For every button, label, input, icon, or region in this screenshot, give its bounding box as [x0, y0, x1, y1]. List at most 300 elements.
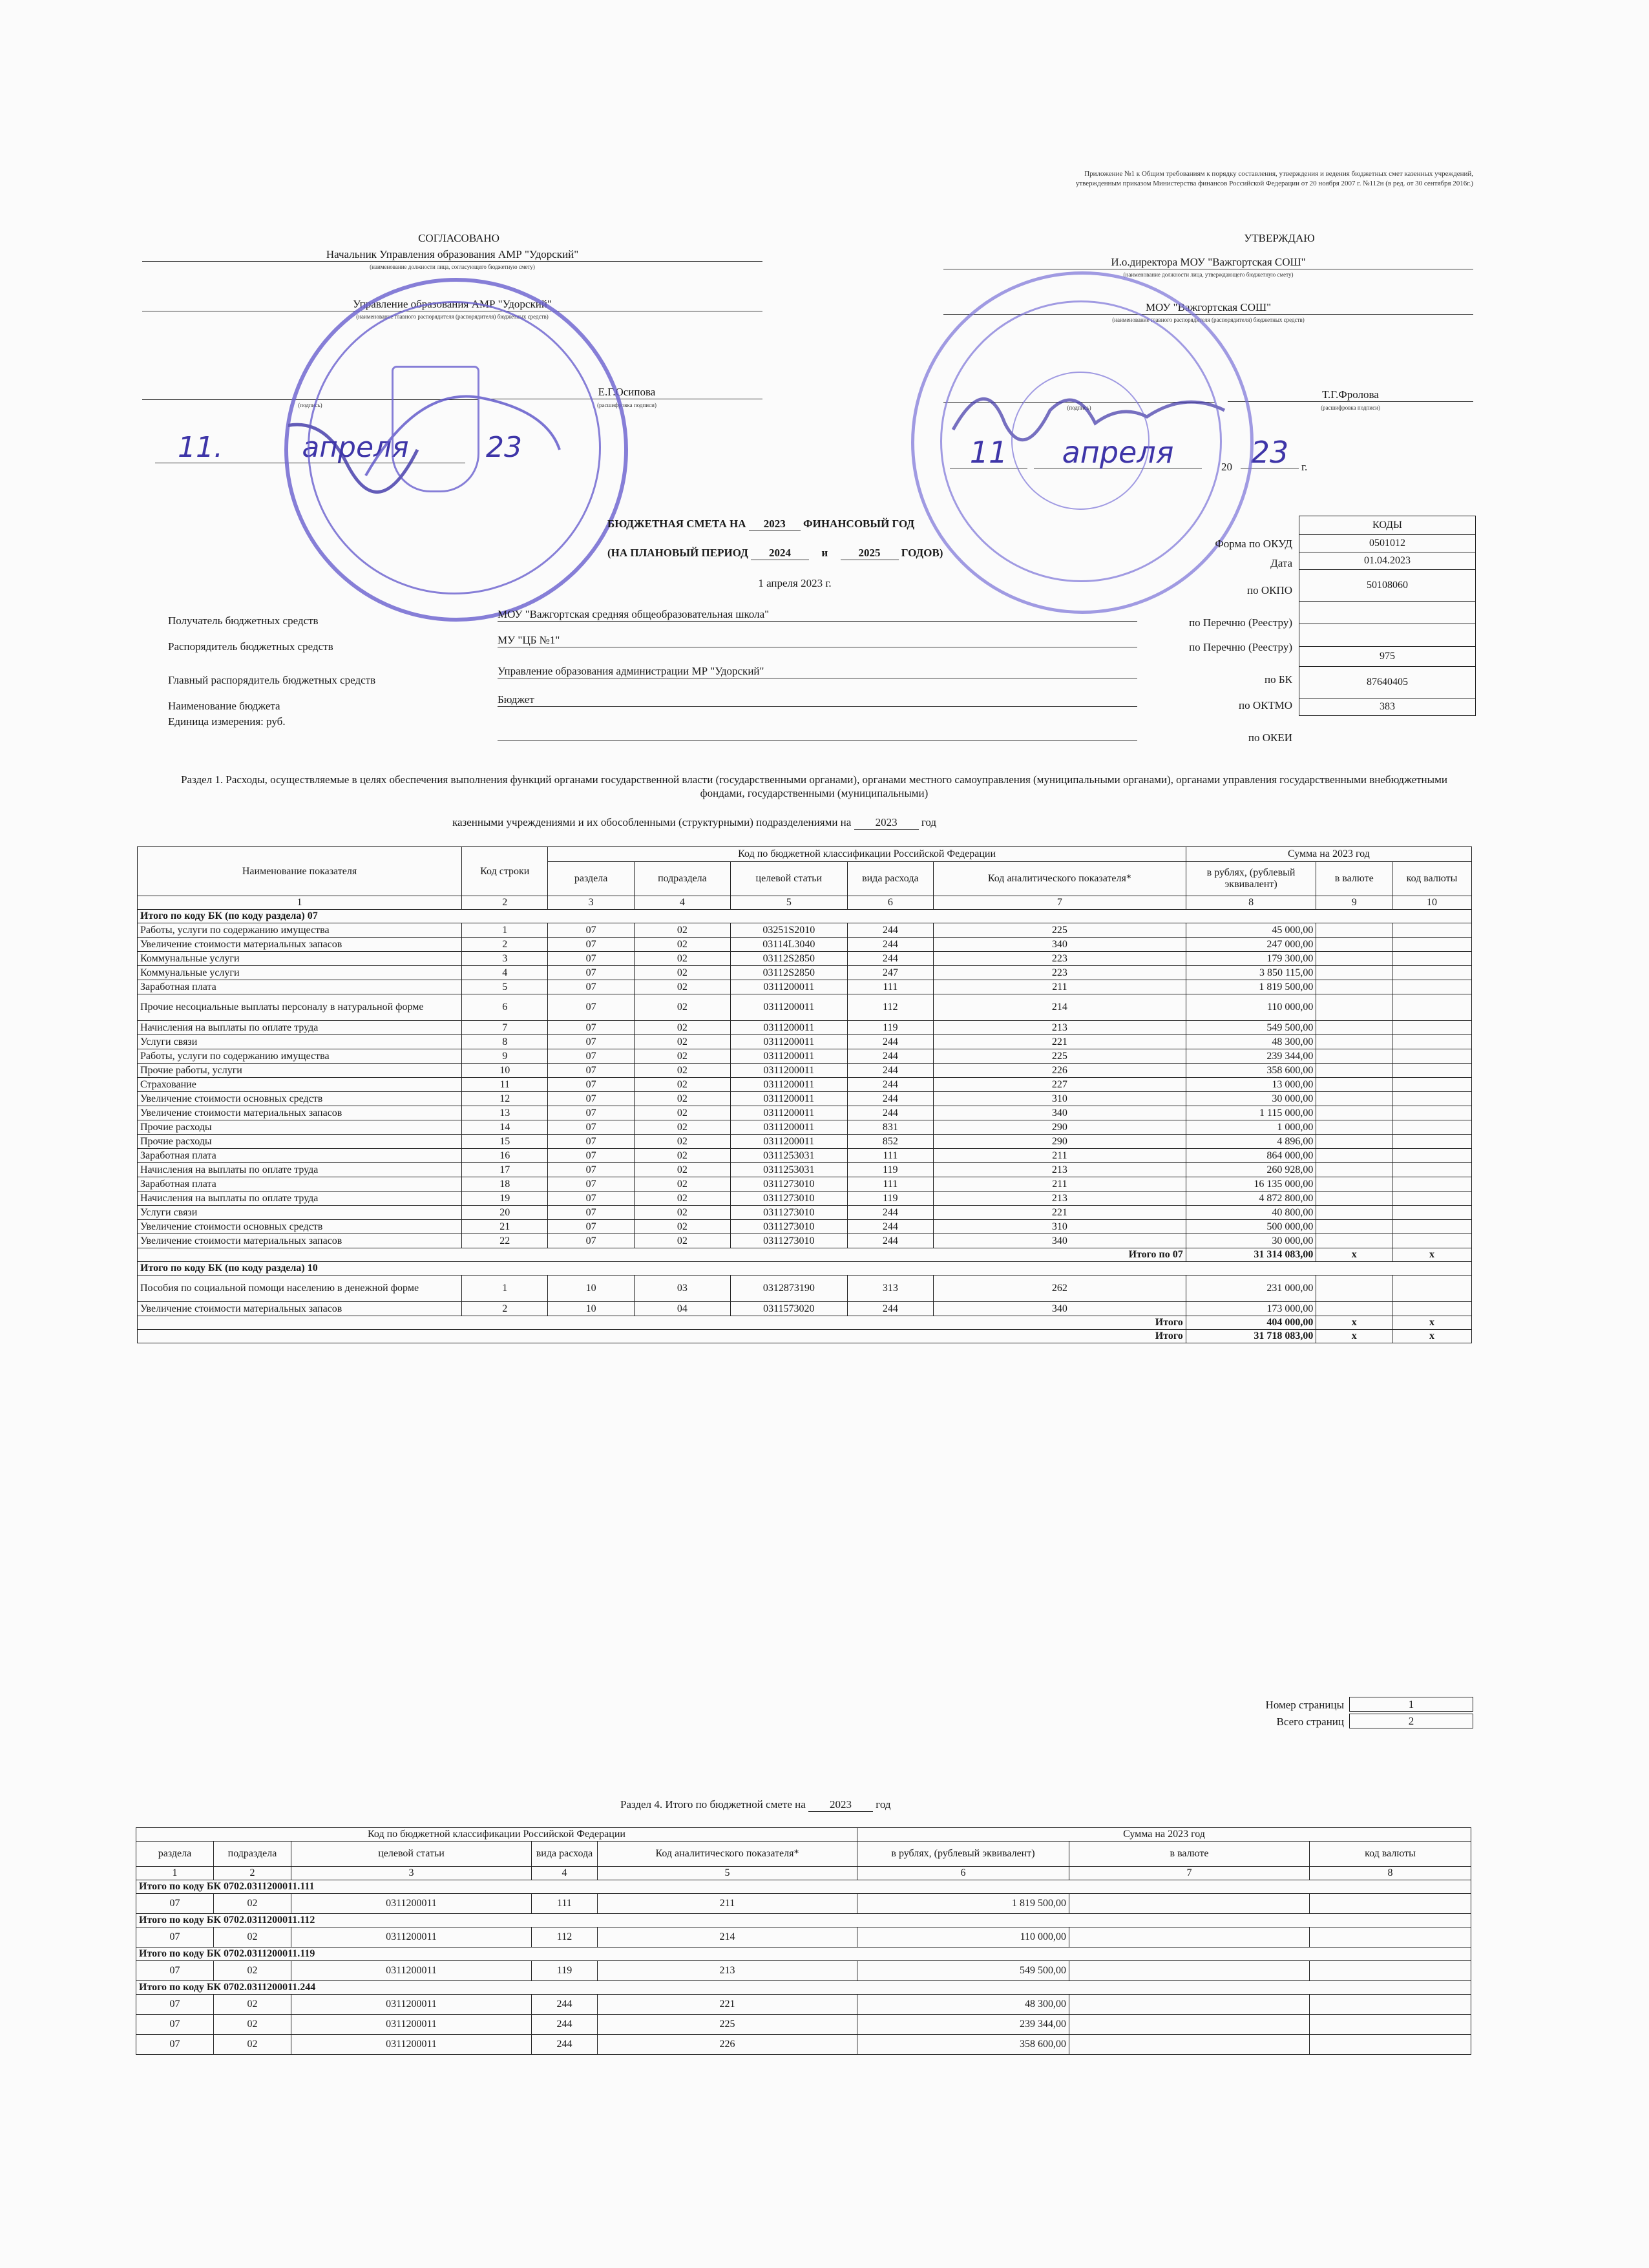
row-line-code: 21	[462, 1220, 548, 1234]
row-sum-currency	[1316, 1177, 1392, 1192]
code-register2	[1299, 624, 1476, 647]
row-sum-rub: 549 500,00	[1186, 1021, 1316, 1035]
col-currency-code-header: код валюты	[1392, 862, 1472, 896]
row-exp-type: 111	[847, 1177, 933, 1192]
s4-column-number: 2	[214, 1867, 291, 1880]
row-section: 07	[548, 1035, 634, 1049]
group-total-currency-code: x	[1392, 1248, 1472, 1262]
row-sum-currency	[1316, 1206, 1392, 1220]
row-exp-type: 119	[847, 1192, 933, 1206]
s4-group-title: Итого по коду БК 0702.0311200011.111	[136, 1880, 1471, 1894]
agreed-heading: СОГЛАСОВАНО	[418, 232, 499, 244]
s4-row-sum-currency	[1069, 1995, 1310, 2015]
row-analytic: 213	[934, 1192, 1186, 1206]
row-target: 0311200011	[730, 1078, 847, 1092]
label-okpo: по ОКПО	[1246, 584, 1292, 596]
row-exp-type: 244	[847, 1302, 933, 1316]
s4-exp-type-header: вида расхода	[532, 1842, 598, 1867]
table-row	[138, 1135, 1472, 1149]
row-section: 07	[548, 1177, 634, 1192]
grand-total-row	[138, 1330, 1472, 1343]
row-target: 0311200011	[730, 1064, 847, 1078]
title-prefix: БЮДЖЕТНАЯ СМЕТА НА	[607, 518, 746, 530]
row-sum-rub: 4 872 800,00	[1186, 1192, 1316, 1206]
row-sum-rub: 1 115 000,00	[1186, 1106, 1316, 1120]
row-section: 07	[548, 1021, 634, 1035]
row-sum-currency	[1316, 1276, 1392, 1302]
row-line-code: 19	[462, 1192, 548, 1206]
col-rub-header: в рублях, (рублевый эквивалент)	[1186, 862, 1316, 896]
row-sum-rub: 231 000,00	[1186, 1276, 1316, 1302]
row-sum-currency	[1316, 1106, 1392, 1120]
section4-year: 2023	[808, 1798, 873, 1812]
row-exp-type: 119	[847, 1021, 933, 1035]
col-name-header: Наименование показателя	[138, 847, 462, 896]
row-sum-currency	[1316, 1163, 1392, 1177]
s4-currency-code-header: код валюты	[1310, 1842, 1471, 1867]
table-row	[138, 1177, 1472, 1192]
stamp-swirl-icon	[288, 282, 624, 618]
row-subsection: 02	[634, 1035, 730, 1049]
row-name: Начисления на выплаты по оплате труда	[138, 1021, 462, 1035]
budget-name-value: Бюджет	[498, 693, 1137, 707]
row-currency-code	[1392, 1049, 1472, 1064]
row-name: Прочие работы, услуги	[138, 1064, 462, 1078]
row-currency-code	[1392, 1276, 1472, 1302]
section4-title	[620, 1798, 1137, 1812]
row-line-code: 9	[462, 1049, 548, 1064]
row-target: 0311200011	[730, 980, 847, 994]
s4-row-exp-type: 119	[532, 1961, 598, 1981]
row-subsection: 02	[634, 980, 730, 994]
row-exp-type: 852	[847, 1135, 933, 1149]
row-sum-rub: 3 850 115,00	[1186, 966, 1316, 980]
s4-table-row	[136, 1894, 1471, 1914]
s4-column-number: 5	[598, 1867, 857, 1880]
row-sum-rub: 179 300,00	[1186, 952, 1316, 966]
column-number: 2	[462, 896, 548, 910]
s4-group-title: Итого по коду БК 0702.0311200011.119	[136, 1948, 1471, 1961]
row-line-code: 7	[462, 1021, 548, 1035]
approved-position: И.о.директора МОУ "Важгортская СОШ"	[943, 255, 1473, 269]
row-sum-rub: 30 000,00	[1186, 1092, 1316, 1106]
s4-column-number: 3	[291, 1867, 532, 1880]
page-number: 1	[1349, 1697, 1473, 1712]
row-section: 07	[548, 1120, 634, 1135]
column-number: 5	[730, 896, 847, 910]
row-exp-type: 244	[847, 1092, 933, 1106]
s4-row-analytic: 213	[598, 1961, 857, 1981]
table-row	[138, 1035, 1472, 1049]
row-target: 0311273010	[730, 1206, 847, 1220]
row-section: 07	[548, 980, 634, 994]
row-target: 0311273010	[730, 1234, 847, 1248]
row-section: 07	[548, 1234, 634, 1248]
codes-header: КОДЫ	[1299, 516, 1476, 535]
col-target-header: целевой статьи	[730, 862, 847, 896]
row-section: 07	[548, 1206, 634, 1220]
title-line1	[607, 517, 1008, 531]
row-line-code: 11	[462, 1078, 548, 1092]
row-line-code: 22	[462, 1234, 548, 1248]
s4-kbk-header: Код по бюджетной классификации Российской Федерации	[136, 1828, 857, 1842]
row-currency-code	[1392, 1078, 1472, 1092]
group-row	[138, 1262, 1472, 1276]
row-name: Увеличение стоимости материальных запасов	[138, 1234, 462, 1248]
row-currency-code	[1392, 980, 1472, 994]
s4-row-section: 07	[136, 1961, 214, 1981]
title-and: и	[821, 547, 828, 559]
codes-table	[1299, 516, 1476, 716]
row-subsection: 02	[634, 1106, 730, 1120]
row-currency-code	[1392, 938, 1472, 952]
column-number: 10	[1392, 896, 1472, 910]
s4-row-section: 07	[136, 2035, 214, 2055]
row-name: Коммунальные услуги	[138, 952, 462, 966]
row-analytic: 310	[934, 1092, 1186, 1106]
table-row	[138, 1302, 1472, 1316]
row-subsection: 02	[634, 1177, 730, 1192]
table-row	[138, 1049, 1472, 1064]
table-row	[138, 1120, 1472, 1135]
row-currency-code	[1392, 1064, 1472, 1078]
row-sum-currency	[1316, 1049, 1392, 1064]
row-exp-type: 831	[847, 1120, 933, 1135]
s4-row-analytic: 221	[598, 1995, 857, 2015]
row-exp-type: 112	[847, 994, 933, 1021]
row-sum-rub: 864 000,00	[1186, 1149, 1316, 1163]
row-line-code: 10	[462, 1064, 548, 1078]
s4-row-sum-currency	[1069, 2015, 1310, 2035]
table-row	[138, 1064, 1472, 1078]
page-total-label: Всего страниц	[1276, 1716, 1344, 1728]
row-line-code: 3	[462, 952, 548, 966]
column-number: 3	[548, 896, 634, 910]
label-register2: по Перечню (Реестру)	[1189, 641, 1292, 653]
row-subsection: 02	[634, 1078, 730, 1092]
row-line-code: 12	[462, 1092, 548, 1106]
agreed-org-caption: (наименование главного распорядителя (распорядителя) бюджетных средств)	[356, 313, 549, 320]
label-date: Дата	[1270, 557, 1292, 569]
row-currency-code	[1392, 923, 1472, 938]
approved-month: апреля	[1034, 437, 1202, 468]
table-row	[138, 980, 1472, 994]
row-exp-type: 244	[847, 938, 933, 952]
agreed-sign-caption: (подпись)	[298, 402, 322, 408]
row-sum-currency	[1316, 1092, 1392, 1106]
s4-group-row	[136, 1880, 1471, 1894]
s4-row-sum-rub: 110 000,00	[857, 1927, 1069, 1948]
s4-row-analytic: 211	[598, 1894, 857, 1914]
table-row	[138, 1092, 1472, 1106]
col-section-header: раздела	[548, 862, 634, 896]
row-line-code: 1	[462, 923, 548, 938]
label-okei: по ОКЕИ	[1248, 731, 1292, 744]
col-line-code-header: Код строки	[462, 847, 548, 896]
row-target: 03112S2850	[730, 952, 847, 966]
row-subsection: 02	[634, 994, 730, 1021]
unit-line	[498, 731, 1137, 741]
s4-row-sum-currency	[1069, 1961, 1310, 1981]
row-currency-code	[1392, 1035, 1472, 1049]
recipient-label: Получатель бюджетных средств	[168, 614, 319, 627]
title2-suffix: ГОДОВ)	[901, 547, 943, 559]
row-line-code: 13	[462, 1106, 548, 1120]
row-name: Прочие несоциальные выплаты персоналу в натуральной форме	[138, 994, 462, 1021]
row-target: 0311200011	[730, 1106, 847, 1120]
row-subsection: 02	[634, 1092, 730, 1106]
row-section: 07	[548, 1163, 634, 1177]
row-name: Страхование	[138, 1078, 462, 1092]
row-target: 03112S2850	[730, 966, 847, 980]
row-sum-rub: 358 600,00	[1186, 1064, 1316, 1078]
document-date: 1 апреля 2023 г.	[758, 577, 832, 589]
row-currency-code	[1392, 1234, 1472, 1248]
row-currency-code	[1392, 1135, 1472, 1149]
row-subsection: 02	[634, 1064, 730, 1078]
row-section: 07	[548, 1049, 634, 1064]
row-exp-type: 244	[847, 1035, 933, 1049]
agreed-name-caption: (расшифровка подписи)	[597, 402, 656, 408]
col-sum-header: Сумма на 2023 год	[1186, 847, 1471, 862]
row-currency-code	[1392, 1163, 1472, 1177]
row-name: Увеличение стоимости материальных запасов	[138, 1302, 462, 1316]
group-total-value: 404 000,00	[1186, 1316, 1316, 1330]
row-target: 0311200011	[730, 1021, 847, 1035]
row-exp-type: 244	[847, 1078, 933, 1092]
row-sum-currency	[1316, 923, 1392, 938]
code-date: 01.04.2023	[1299, 552, 1476, 570]
row-target: 0311200011	[730, 1120, 847, 1135]
row-section: 07	[548, 1220, 634, 1234]
row-name: Прочие расходы	[138, 1120, 462, 1135]
row-target: 0311200011	[730, 994, 847, 1021]
s4-row-sum-currency	[1069, 2035, 1310, 2055]
row-currency-code	[1392, 1302, 1472, 1316]
approved-year-suffix: г.	[1301, 461, 1308, 473]
code-register1	[1299, 602, 1476, 624]
recipient-value: МОУ "Важгортская средняя общеобразовательная школа"	[498, 607, 1137, 622]
column-number: 8	[1186, 896, 1316, 910]
row-currency-code	[1392, 1021, 1472, 1035]
row-currency-code	[1392, 1120, 1472, 1135]
row-analytic: 223	[934, 966, 1186, 980]
row-sum-rub: 13 000,00	[1186, 1078, 1316, 1092]
row-section: 07	[548, 994, 634, 1021]
row-subsection: 02	[634, 1021, 730, 1035]
row-sum-rub: 260 928,00	[1186, 1163, 1316, 1177]
chief-manager-label: Главный распорядитель бюджетных средств	[168, 674, 376, 686]
s4-row-subsection: 02	[214, 1995, 291, 2015]
s4-column-number: 8	[1310, 1867, 1471, 1880]
agreed-stamp	[284, 278, 628, 622]
row-sum-rub: 30 000,00	[1186, 1234, 1316, 1248]
row-subsection: 02	[634, 952, 730, 966]
s4-row-currency-code	[1310, 1894, 1471, 1914]
code-oktmo: 87640405	[1299, 667, 1476, 698]
row-sum-currency	[1316, 1192, 1392, 1206]
row-currency-code	[1392, 1206, 1472, 1220]
row-subsection: 02	[634, 1192, 730, 1206]
row-sum-rub: 16 135 000,00	[1186, 1177, 1316, 1192]
row-sum-currency	[1316, 1021, 1392, 1035]
row-line-code: 2	[462, 1302, 548, 1316]
row-sum-currency	[1316, 966, 1392, 980]
row-subsection: 03	[634, 1276, 730, 1302]
column-number: 6	[847, 896, 933, 910]
row-sum-rub: 45 000,00	[1186, 923, 1316, 938]
group-total-currency-code: x	[1392, 1316, 1472, 1330]
s4-row-sum-rub: 48 300,00	[857, 1995, 1069, 2015]
s4-group-row	[136, 1914, 1471, 1927]
row-line-code: 15	[462, 1135, 548, 1149]
s4-rub-header: в рублях, (рублевый эквивалент)	[857, 1842, 1069, 1867]
s4-row-sum-rub: 358 600,00	[857, 2035, 1069, 2055]
code-okud: 0501012	[1299, 535, 1476, 552]
s4-currency-header: в валюте	[1069, 1842, 1310, 1867]
row-sum-currency	[1316, 1035, 1392, 1049]
row-target: 0311200011	[730, 1135, 847, 1149]
row-exp-type: 244	[847, 1206, 933, 1220]
row-currency-code	[1392, 1192, 1472, 1206]
s4-subsection-header: подраздела	[214, 1842, 291, 1867]
row-section: 07	[548, 1106, 634, 1120]
row-sum-rub: 4 896,00	[1186, 1135, 1316, 1149]
code-okpo: 50108060	[1299, 570, 1476, 602]
row-target: 0311200011	[730, 1092, 847, 1106]
row-exp-type: 244	[847, 1234, 933, 1248]
row-sum-currency	[1316, 1149, 1392, 1163]
row-analytic: 225	[934, 923, 1186, 938]
s4-group-title: Итого по коду БК 0702.0311200011.244	[136, 1981, 1471, 1995]
table-row	[138, 1276, 1472, 1302]
s4-row-sum-rub: 239 344,00	[857, 2015, 1069, 2035]
row-sum-currency	[1316, 1078, 1392, 1092]
s4-row-subsection: 02	[214, 2035, 291, 2055]
agreed-name: Е.Г.Осипова	[491, 385, 762, 399]
row-exp-type: 244	[847, 1064, 933, 1078]
s4-table-row	[136, 1995, 1471, 2015]
s4-row-exp-type: 111	[532, 1894, 598, 1914]
table-row	[138, 1234, 1472, 1248]
s4-row-target: 0311200011	[291, 2035, 532, 2055]
row-name: Коммунальные услуги	[138, 966, 462, 980]
row-name: Увеличение стоимости материальных запасов	[138, 938, 462, 952]
row-currency-code	[1392, 994, 1472, 1021]
row-analytic: 221	[934, 1035, 1186, 1049]
row-name: Увеличение стоимости основных средств	[138, 1092, 462, 1106]
row-section: 07	[548, 966, 634, 980]
row-line-code: 4	[462, 966, 548, 980]
row-target: 0311253031	[730, 1163, 847, 1177]
approved-name: Т.Г.Фролова	[1228, 388, 1473, 402]
table-row	[138, 1078, 1472, 1092]
s4-row-currency-code	[1310, 1927, 1471, 1948]
s4-row-currency-code	[1310, 1995, 1471, 2015]
s4-target-header: целевой статьи	[291, 1842, 532, 1867]
row-line-code: 6	[462, 994, 548, 1021]
row-name: Начисления на выплаты по оплате труда	[138, 1192, 462, 1206]
row-subsection: 02	[634, 923, 730, 938]
label-okud: Форма по ОКУД	[1215, 538, 1292, 550]
column-number: 7	[934, 896, 1186, 910]
s4-column-number: 7	[1069, 1867, 1310, 1880]
approved-org: МОУ "Важгортская СОШ"	[943, 300, 1473, 315]
row-section: 07	[548, 952, 634, 966]
row-analytic: 310	[934, 1220, 1186, 1234]
s4-row-target: 0311200011	[291, 1927, 532, 1948]
row-sum-currency	[1316, 1302, 1392, 1316]
row-target: 0311253031	[730, 1149, 847, 1163]
s4-row-exp-type: 244	[532, 2035, 598, 2055]
s4-row-section: 07	[136, 2015, 214, 2035]
row-name: Услуги связи	[138, 1206, 462, 1220]
row-line-code: 14	[462, 1120, 548, 1135]
s4-group-row	[136, 1981, 1471, 1995]
row-analytic: 340	[934, 1302, 1186, 1316]
row-line-code: 8	[462, 1035, 548, 1049]
group-title: Итого по коду БК (по коду раздела) 10	[138, 1262, 1472, 1276]
row-line-code: 17	[462, 1163, 548, 1177]
section4-table	[136, 1827, 1471, 2055]
row-section: 07	[548, 1092, 634, 1106]
row-sum-rub: 500 000,00	[1186, 1220, 1316, 1234]
group-total-currency: x	[1316, 1248, 1392, 1262]
row-analytic: 223	[934, 952, 1186, 966]
grand-total-currency-code: x	[1392, 1330, 1472, 1343]
s4-column-number: 1	[136, 1867, 214, 1880]
agreed-position-caption: (наименование должности лица, согласующего бюджетную смету)	[370, 264, 535, 270]
s4-column-number: 6	[857, 1867, 1069, 1880]
s4-row-subsection: 02	[214, 2015, 291, 2035]
row-sum-currency	[1316, 1234, 1392, 1248]
row-sum-rub: 1 000,00	[1186, 1120, 1316, 1135]
row-sum-rub: 110 000,00	[1186, 994, 1316, 1021]
label-bk: по БК	[1265, 673, 1292, 686]
row-currency-code	[1392, 966, 1472, 980]
row-sum-rub: 1 819 500,00	[1186, 980, 1316, 994]
row-analytic: 227	[934, 1078, 1186, 1092]
s4-table-row	[136, 2035, 1471, 2055]
row-target: 0311200011	[730, 1035, 847, 1049]
grand-total-currency: x	[1316, 1330, 1392, 1343]
page-number-label: Номер страницы	[1265, 1699, 1344, 1711]
row-sum-currency	[1316, 980, 1392, 994]
row-line-code: 16	[462, 1149, 548, 1163]
s4-row-exp-type: 244	[532, 1995, 598, 2015]
s4-table-row	[136, 1927, 1471, 1948]
row-section: 07	[548, 1078, 634, 1092]
row-target: 0311273010	[730, 1192, 847, 1206]
title-line2	[607, 546, 1047, 560]
group-total-label: Итого по 07	[138, 1248, 1186, 1262]
table-row	[138, 1021, 1472, 1035]
row-section: 10	[548, 1302, 634, 1316]
row-target: 0312873190	[730, 1276, 847, 1302]
column-number: 9	[1316, 896, 1392, 910]
s4-row-target: 0311200011	[291, 1995, 532, 2015]
column-number: 1	[138, 896, 462, 910]
s4-row-subsection: 02	[214, 1961, 291, 1981]
s4-group-row	[136, 1948, 1471, 1961]
label-register1: по Перечню (Реестру)	[1189, 616, 1292, 629]
approved-name-caption: (расшифровка подписи)	[1321, 404, 1380, 411]
approved-org-caption: (наименование главного распорядителя (распорядителя) бюджетных средств)	[1112, 317, 1305, 323]
s4-row-subsection: 02	[214, 1894, 291, 1914]
row-sum-currency	[1316, 1135, 1392, 1149]
row-line-code: 18	[462, 1177, 548, 1192]
row-exp-type: 119	[847, 1163, 933, 1177]
